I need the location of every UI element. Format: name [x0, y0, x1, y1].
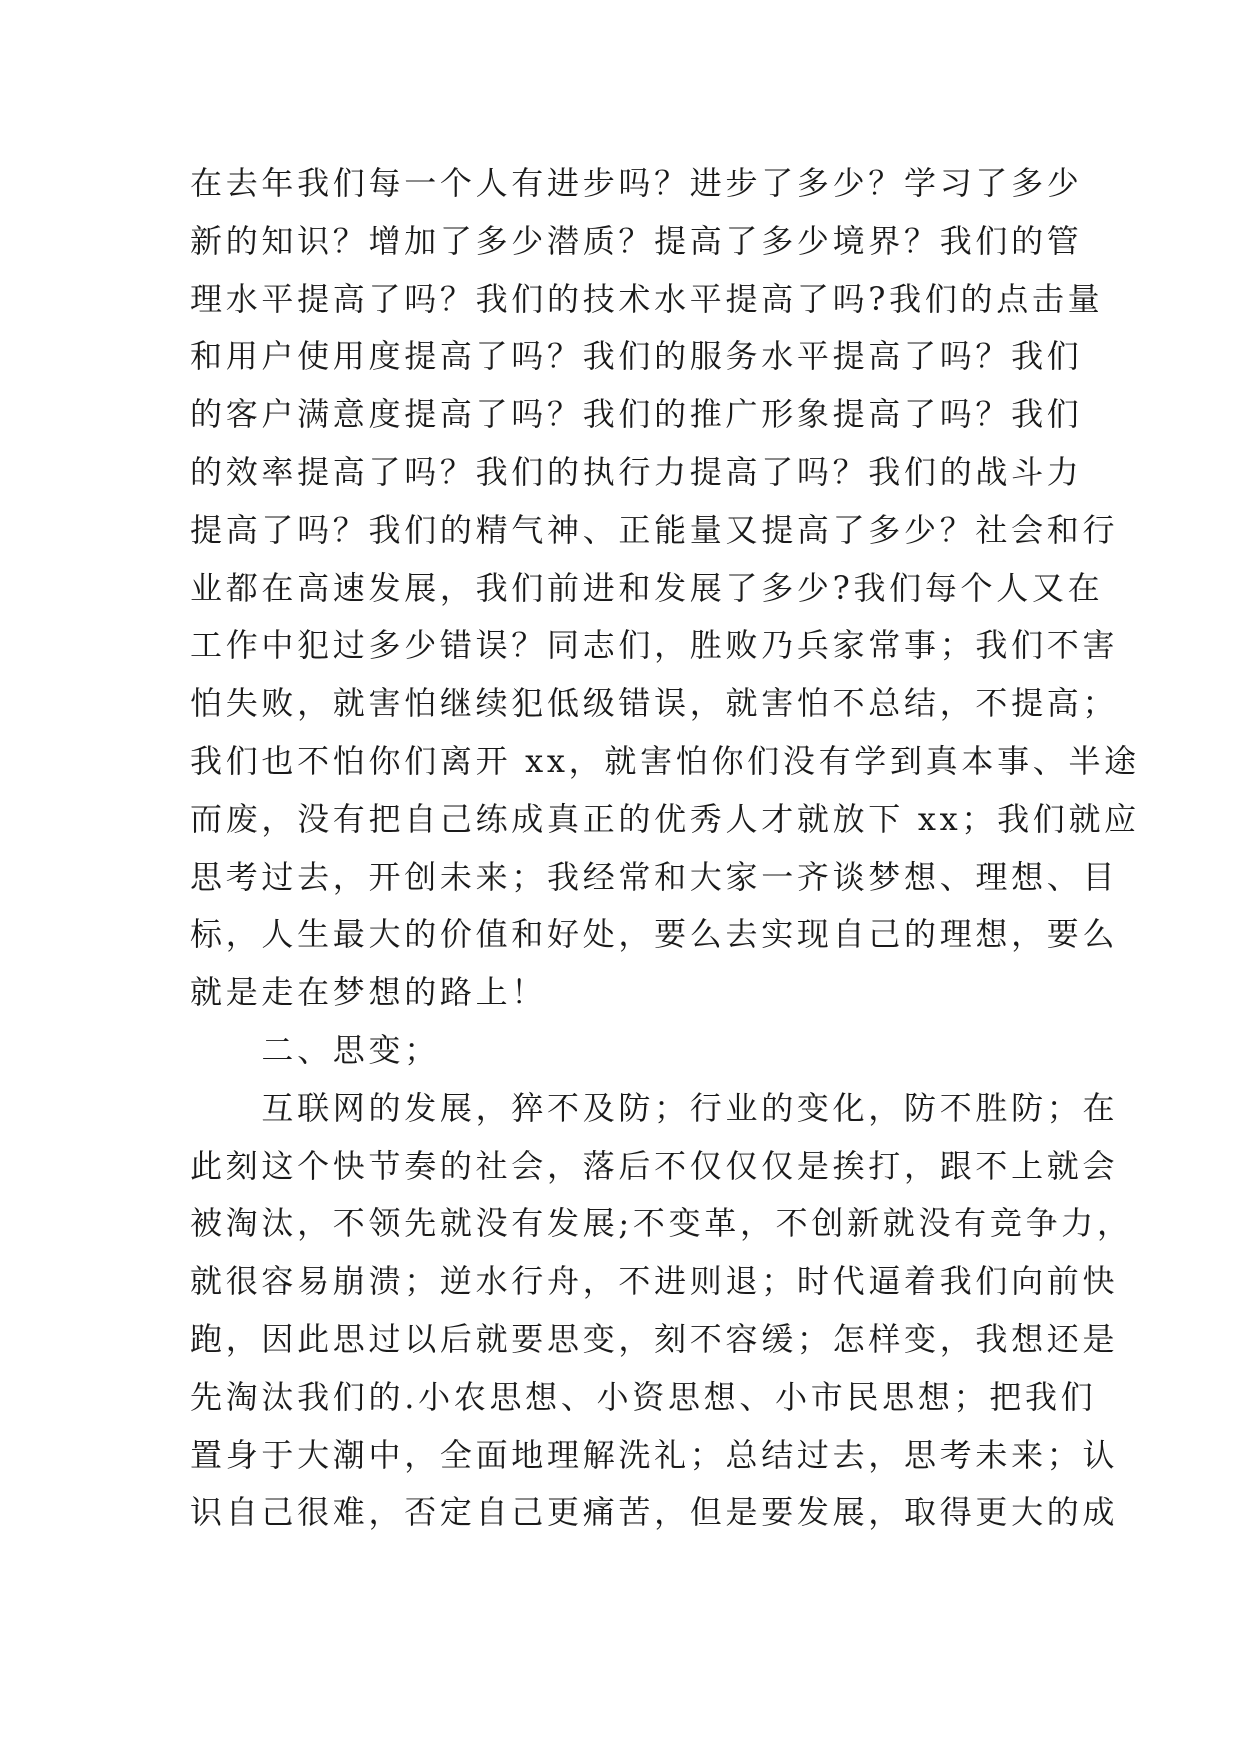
- text-line: 标，人生最大的价值和好处，要么去实现自己的理想，要么: [190, 915, 1119, 954]
- text-line: 我们也不怕你们离开 xx，就害怕你们没有学到真本事、半途: [190, 741, 1140, 780]
- text-line: 怕失败，就害怕继续犯低级错误，就害怕不总结，不提高；: [190, 684, 1119, 723]
- text-line: 新的知识？增加了多少潜质？提高了多少境界？我们的管: [190, 221, 1083, 260]
- text-line: 识自己很难，否定自己更痛苦，但是要发展，取得更大的成: [190, 1493, 1119, 1532]
- text-line: 而废，没有把自己练成真正的优秀人才就放下 xx；我们就应: [190, 799, 1140, 838]
- text-line: 就是走在梦想的路上！: [190, 973, 548, 1012]
- text-line: 的客户满意度提高了吗？我们的推广形象提高了吗？我们: [190, 395, 1083, 434]
- text-line: 被淘汰，不领先就没有发展;不变革，不创新就没有竞争力，: [190, 1204, 1133, 1243]
- text-line: 工作中犯过多少错误？同志们，胜败乃兵家常事；我们不害: [190, 626, 1119, 665]
- text-line: 理水平提高了吗？我们的技术水平提高了吗?我们的点击量: [190, 279, 1104, 318]
- text-line: 的效率提高了吗？我们的执行力提高了吗？我们的战斗力: [190, 452, 1083, 491]
- text-line: 在去年我们每一个人有进步吗？进步了多少？学习了多少: [190, 164, 1083, 202]
- text-line: 就很容易崩溃；逆水行舟，不进则退；时代逼着我们向前快: [190, 1262, 1119, 1301]
- text-line: 置身于大潮中，全面地理解洗礼；总结过去，思考未来；认: [190, 1435, 1119, 1474]
- text-line: 思考过去，开创未来；我经常和大家一齐谈梦想、理想、目: [190, 857, 1119, 896]
- text-line: 跑，因此思过以后就要思变，刻不容缓；怎样变，我想还是: [190, 1319, 1119, 1358]
- text-line: 互联网的发展，猝不及防；行业的变化，防不胜防；在: [190, 1088, 1119, 1127]
- text-line: 先淘汰我们的.小农思想、小资思想、小市民思想；把我们: [190, 1377, 1097, 1416]
- text-line: 和用户使用度提高了吗？我们的服务水平提高了吗？我们: [190, 337, 1083, 376]
- body-text: [190, 155, 1140, 1542]
- text-line: 此刻这个快节奏的社会，落后不仅仅仅是挨打，跟不上就会: [190, 1146, 1119, 1185]
- text-line: 业都在高速发展，我们前进和发展了多少?我们每个人又在: [190, 568, 1104, 607]
- section-heading: 二、思变；: [190, 1030, 440, 1069]
- text-line: 提高了吗？我们的精气神、正能量又提高了多少？社会和行: [190, 510, 1119, 549]
